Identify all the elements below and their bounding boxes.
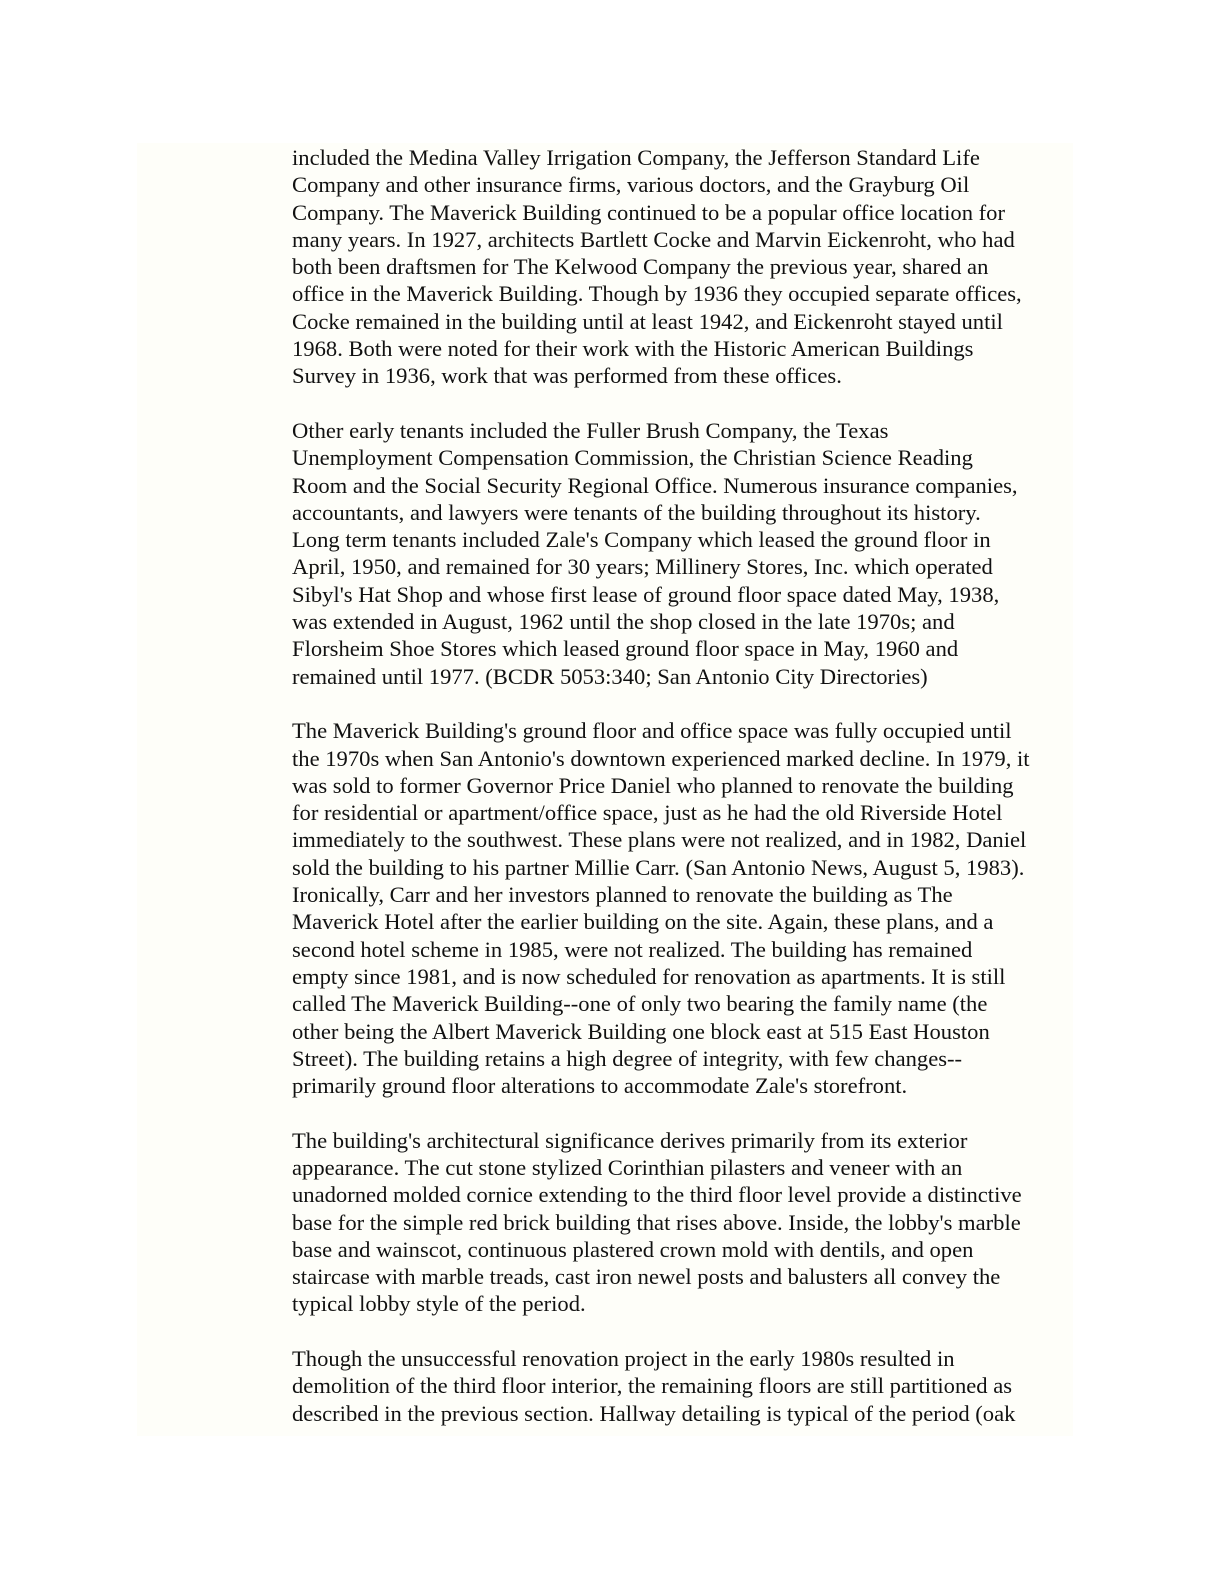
text-line: Street). The building retains a high degree of integrity, with few changes-- (292, 1045, 963, 1071)
text-line: both been draftsmen for The Kelwood Company the previous year, shared an (292, 254, 989, 280)
text-line: base for the simple red brick building that rises above. Inside, the lobby's marble (292, 1209, 1021, 1235)
text-line: appearance. The cut stone stylized Corinthian pilasters and veneer with an (292, 1154, 963, 1180)
text-line: April, 1950, and remained for 30 years; Millinery Stores, Inc. which operated (292, 554, 993, 580)
text-line: demolition of the third floor interior, the remaining floors are still partitioned as (292, 1373, 1013, 1399)
text-line: included the Medina Valley Irrigation Company, the Jefferson Standard Life (292, 145, 980, 170)
text-line: Sibyl's Hat Shop and whose first lease of ground floor space dated May, 1938, (292, 581, 1000, 607)
text-line: Unemployment Compensation Commission, the Christian Science Reading (292, 445, 973, 471)
document-body (292, 144, 1082, 1454)
text-line: Florsheim Shoe Stores which leased ground floor space in May, 1960 and (292, 636, 959, 662)
text-line: second hotel scheme in 1985, were not realized. The building has remained (292, 936, 973, 962)
text-line: 1968. Both were noted for their work with the Historic American Buildings (292, 336, 974, 362)
paragraph-3 (292, 717, 1082, 1099)
text-line: primarily ground floor alterations to accommodate Zale's storefront. (292, 1073, 908, 1099)
text-line: empty since 1981, and is now scheduled for renovation as apartments. It is still (292, 963, 1006, 989)
text-line: immediately to the southwest. These plans were not realized, and in 1982, Daniel (292, 827, 1027, 853)
paragraph-1 (292, 144, 1082, 390)
text-line: many years. In 1927, architects Bartlett Cocke and Marvin Eickenroht, who had (292, 226, 1015, 252)
text-line: sold the building to his partner Millie Carr. (San Antonio News, August 5, 1983). (292, 854, 1025, 880)
text-line: Company and other insurance firms, various doctors, and the Grayburg Oil (292, 172, 970, 198)
text-line: was sold to former Governor Price Daniel who planned to renovate the building (292, 772, 1014, 798)
text-line: Ironically, Carr and her investors planned to renovate the building as The (292, 882, 953, 908)
text-line: called The Maverick Building--one of only two bearing the family name (the (292, 991, 988, 1017)
text-line: Maverick Hotel after the earlier building on the site. Again, these plans, and a (292, 909, 994, 935)
text-line: for residential or apartment/office space, just as he had the old Riverside Hotel (292, 800, 1003, 826)
text-line: base and wainscot, continuous plastered crown mold with dentils, and open (292, 1236, 974, 1262)
text-line: Long term tenants included Zale's Company which leased the ground floor in (292, 527, 991, 553)
text-line: was extended in August, 1962 until the shop closed in the late 1970s; and (292, 609, 955, 635)
text-line: other being the Albert Maverick Building one block east at 515 East Houston (292, 1018, 990, 1044)
text-line: The Maverick Building's ground floor and office space was fully occupied until (292, 718, 1012, 744)
text-line: described in the previous section. Hallway detailing is typical of the period (oak (292, 1400, 1016, 1426)
text-line: typical lobby style of the period. (292, 1291, 586, 1317)
text-line: staircase with marble treads, cast iron newel posts and balusters all convey the (292, 1264, 1001, 1290)
text-line: Though the unsuccessful renovation project in the early 1980s resulted in (292, 1346, 955, 1372)
paragraph-4 (292, 1127, 1082, 1318)
text-line: the 1970s when San Antonio's downtown experienced marked decline. In 1979, it (292, 745, 1030, 771)
text-line: office in the Maverick Building. Though by 1936 they occupied separate offices, (292, 281, 1022, 307)
text-line: remained until 1977. (BCDR 5053:340; San Antonio City Directories) (292, 663, 928, 689)
text-line: accountants, and lawyers were tenants of the building throughout its history. (292, 499, 981, 525)
text-line: Room and the Social Security Regional Office. Numerous insurance companies, (292, 472, 1018, 498)
text-line: The building's architectural significance derives primarily from its exterior (292, 1127, 968, 1153)
paragraph-5 (292, 1345, 1082, 1427)
paragraph-2 (292, 417, 1082, 690)
text-line: Company. The Maverick Building continued to be a popular office location for (292, 199, 1005, 225)
text-line: Cocke remained in the building until at least 1942, and Eickenroht stayed until (292, 308, 1003, 334)
text-line: Survey in 1936, work that was performed from these offices. (292, 363, 842, 389)
text-line: unadorned molded cornice extending to the third floor level provide a distinctive (292, 1182, 1022, 1208)
text-line: Other early tenants included the Fuller Brush Company, the Texas (292, 417, 889, 443)
